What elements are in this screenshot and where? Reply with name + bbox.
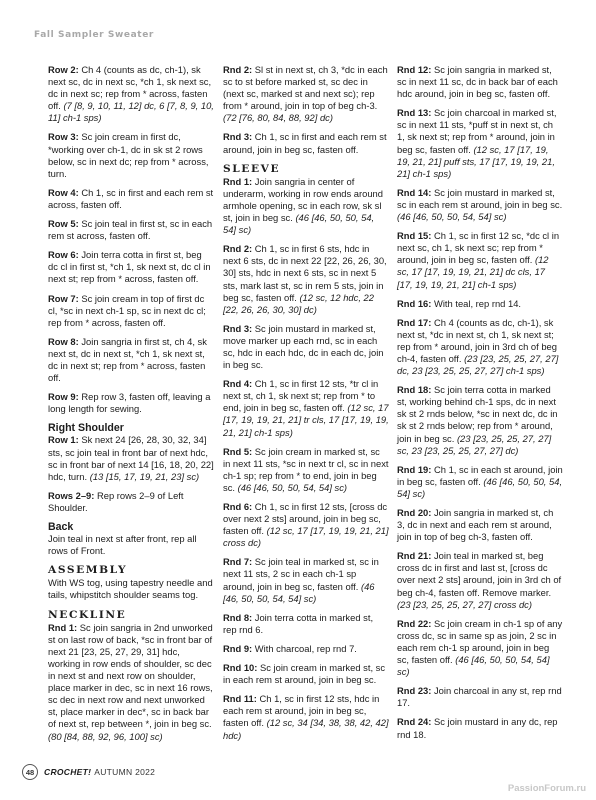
issue-label: AUTUMN 2022: [94, 767, 156, 777]
instruction-text: Join sangria in marked st, ch 3, dc in next and each rem st around, join in top of beg ch-3, fasten off.: [397, 507, 554, 543]
instruction-text: Ch 4 (counts as dc, ch-1), sk next st, *dc in next st, ch 1, sk next st; rep from * around, join in 3rd ch of beg ch-4, fasten off.: [397, 316, 557, 364]
row-label: Row 9:: [48, 391, 79, 403]
instruction-paragraph: [397, 618, 563, 678]
instruction-text: Ch 1, sc in first and each rem st across, fasten off.: [48, 186, 214, 210]
instruction-text: Ch 1, sc in first 12 sts, [cross dc over next 2 sts] around, join in beg sc, fasten off.: [223, 501, 388, 537]
instruction-paragraph: [48, 336, 214, 384]
instruction-paragraph: [48, 293, 214, 329]
row-label: Rnd 15:: [397, 230, 432, 242]
stitch-count: (12 sc, 17 [17, 19, 19, 21, 21] puff sts, 17 [17, 19, 19, 21, 21] ch-1 sps): [397, 143, 555, 179]
row-label: Rnd 11:: [223, 693, 257, 705]
instruction-paragraph: [397, 464, 563, 500]
instruction-paragraph: [223, 643, 389, 655]
instruction-paragraph: [397, 230, 563, 290]
instruction-paragraph: [397, 685, 563, 709]
instruction-paragraph: [48, 187, 214, 211]
instruction-text: Ch 1, sc in first 12 sts, *tr cl in next st, ch 1, sk next st; rep from * to end, join in beg sc, fasten off.: [223, 378, 379, 414]
instruction-paragraph: [223, 501, 389, 549]
row-label: Row 8:: [48, 335, 79, 347]
section-heading: SLEEVE: [223, 162, 281, 175]
instruction-paragraph: [397, 298, 563, 310]
row-label: Rnd 19:: [397, 463, 432, 475]
instruction-paragraph: [223, 556, 389, 604]
instruction-paragraph: [223, 378, 389, 438]
row-label: Rows 2–9:: [48, 489, 95, 501]
instruction-paragraph: [223, 693, 389, 741]
watermark: PassionForum.ru: [507, 783, 586, 794]
instruction-text: Sc join cream in marked st, sc in each rem st around, join in beg sc.: [223, 662, 386, 686]
instruction-text: Ch 4 (counts as dc, ch-1), sk next sc, dc in next sc, *ch 1, sk next sc, dc in next sc; rep from * across, fasten off.: [48, 64, 212, 112]
row-label: Rnd 21:: [397, 550, 432, 562]
instruction-text: With WS tog, using tapestry needle and tails, whipstitch shoulder seams tog.: [48, 577, 213, 601]
instruction-paragraph: [223, 446, 389, 494]
magazine-brand: CROCHET!: [44, 767, 92, 777]
instruction-text: Ch 1, sc in first 6 sts, hdc in next 6 sts, dc in next 22 [22, 26, 26, 30, 30] sts, hdc in next 6 sts, sc in next 5 sts, mark last st, sc in rem 5 sts, join in beg sc, fasten off.: [223, 243, 387, 303]
instruction-paragraph: [223, 612, 389, 636]
column-2: [223, 64, 389, 749]
instruction-paragraph: [397, 64, 563, 100]
instruction-paragraph: [223, 662, 389, 686]
column-1: [48, 64, 214, 750]
instruction-text: Ch 1, sc in each st around, join in beg sc, fasten off.: [397, 463, 563, 487]
stitch-count: (23 [23, 25, 25, 27, 27] cross dc): [397, 598, 532, 610]
row-label: Rnd 12:: [397, 64, 432, 75]
instruction-text: Sc join sangria in 2nd unworked st on last row of back, *sc in front bar of next 21 [23, 25, 27, 29, 31] hdc, working in row ends of shoulder, sc dec in next st and next row on shoulder, place marker in dec, sc in next 16 rows, sc dec in next row and next unworked st, place marker in dec*, sc in back bar of next st, rep between *, join in beg sc.: [48, 621, 213, 730]
instruction-paragraph: [48, 64, 214, 124]
instruction-paragraph: [48, 490, 214, 514]
stitch-count: (46 [46, 50, 50, 54, 54] sc): [397, 475, 563, 499]
row-label: Rnd 5:: [223, 445, 253, 457]
row-label: Rnd 1:: [48, 621, 78, 633]
row-label: Rnd 2:: [223, 64, 253, 75]
instruction-paragraph: [48, 391, 214, 415]
stitch-count: (23 [23, 25, 25, 27, 27] sc, 23 [23, 25, 25, 27, 27] dc): [397, 432, 552, 456]
row-label: Row 2:: [48, 64, 79, 75]
stitch-count: (46 [46, 50, 50, 54, 54] sc): [397, 211, 507, 223]
row-label: Rnd 3:: [223, 322, 253, 334]
instruction-paragraph: [48, 249, 214, 285]
instruction-text: Join charcoal in any st, rep rnd 17.: [397, 685, 562, 709]
running-header: Fall Sampler Sweater: [34, 30, 154, 40]
stitch-count: (12 sc, 17 [17, 19, 19, 21, 21] dc cls, 17 [17, 19, 19, 21, 21] ch-1 sps): [397, 254, 549, 290]
row-label: Rnd 4:: [223, 378, 253, 390]
stitch-count: (72 [76, 80, 84, 88, 92] dc): [223, 112, 333, 124]
stitch-count: (12 sc, 17 [17, 19, 19, 21, 21] cross dc): [223, 525, 389, 549]
page-number: 48: [22, 764, 38, 780]
instruction-text: Join sangria in first st, ch 4, sk next st, dc in next st, *ch 1, sk next st, dc in next st; rep from * across, fasten off.: [48, 335, 207, 384]
stitch-count: (46 [46, 50, 50, 54, 54] sc): [223, 580, 375, 604]
stitch-count: (13 [15, 17, 19, 21, 23] sc): [89, 470, 200, 482]
row-label: Rnd 17:: [397, 316, 432, 328]
row-label: Rnd 20:: [397, 507, 432, 518]
instruction-text: Sc join cream in first dc, *working over ch-1, dc in sk st 2 rows below, sc in next dc; rep from * across, turn.: [48, 131, 209, 179]
stitch-count: (12 sc, 17 [17, 19, 19, 21, 21] tr cls, 17 [17, 19, 19, 21, 21] ch-1 sps): [223, 402, 389, 438]
stitch-count: (7 [8, 9, 10, 11, 12] dc, 6 [7, 8, 9, 10, 11] ch-1 sps): [48, 100, 214, 124]
row-label: Rnd 14:: [397, 186, 432, 198]
instruction-text: Sc join sangria in marked st, sc in next 11 sc, dc in back bar of each hdc around, join in beg sc, fasten off.: [397, 64, 558, 100]
instruction-text: Join teal in marked st, beg cross dc in first and last st, [cross dc over next 2 sts] around, join in 3rd ch of beg ch-4, fasten off. Remove marker.: [397, 550, 562, 598]
instruction-paragraph: [397, 384, 563, 457]
instruction-paragraph: [48, 218, 214, 242]
instruction-text: Sc join cream in marked st, sc in next 11 sts, *sc in next tr cl, sc in next ch-1 sp; rep from * to end, join in beg sc.: [223, 445, 389, 493]
column-3: [397, 64, 563, 748]
instruction-paragraph: [223, 176, 389, 236]
instruction-paragraph: [48, 622, 214, 743]
stitch-count: (46 [46, 50, 50, 54, 54] sc): [237, 481, 348, 493]
instruction-text: Ch 1, sc in first 12 sts, hdc in each rem st around, join in beg sc, fasten off.: [223, 693, 380, 729]
instruction-paragraph: [397, 187, 563, 223]
stitch-count: (46 [46, 50, 50, 54, 54] sc): [223, 212, 375, 236]
instruction-paragraph: [223, 243, 389, 316]
subsection-heading: Back: [48, 521, 74, 533]
instruction-text: Sc join teal in first st, sc in each rem st across, fasten off.: [48, 218, 213, 242]
instruction-text: Ch 1, sc in first and each rem st around, join in beg sc, fasten off.: [223, 131, 387, 155]
instruction-text: Join terra cotta in marked st, rep rnd 6.: [223, 611, 374, 635]
row-label: Rnd 22:: [397, 617, 432, 629]
row-label: Rnd 1:: [223, 175, 253, 187]
instruction-text: Join terra cotta in first st, beg dc cl in first st, *ch 1, sk next st, dc cl in next st; rep from * across, fasten off.: [48, 249, 211, 285]
instruction-text: Sc join cream in ch-1 sp of any cross dc, sc in same sp as join, 2 sc in each rem ch-1 sp around, join in beg sc, fasten off.: [397, 617, 563, 666]
instruction-paragraph: [397, 507, 563, 543]
row-label: Row 4:: [48, 186, 79, 198]
instruction-text: Rep rows 2–9 of Left Shoulder.: [48, 489, 184, 513]
instruction-paragraph: [48, 533, 214, 557]
row-label: Row 7:: [48, 292, 79, 304]
row-label: Rnd 10:: [223, 662, 258, 674]
row-label: Rnd 2:: [223, 243, 253, 255]
stitch-count: (23 [23, 25, 25, 27, 27] dc, 23 [23, 25, 25, 27, 27] ch-1 sps): [397, 352, 559, 377]
stitch-count: (80 [84, 88, 92, 96, 100] sc): [48, 730, 163, 742]
stitch-count: (46 [46, 50, 50, 54, 54] sc): [397, 654, 550, 678]
row-label: Rnd 23:: [397, 685, 432, 697]
row-label: Row 1:: [48, 434, 79, 446]
stitch-count: (12 sc, 12 hdc, 22 [22, 26, 26, 30, 30] dc): [223, 291, 374, 315]
row-label: Rnd 13:: [397, 107, 432, 119]
instruction-paragraph: [223, 323, 389, 371]
instruction-text: Ch 1, sc in first 12 sc, *dc cl in next sc, ch 1, sk next sc; rep from * around, join in beg sc, fasten off.: [397, 230, 560, 266]
instruction-text: Sc join mustard in any dc, rep rnd 18.: [397, 716, 558, 740]
row-label: Row 6:: [48, 249, 79, 261]
instruction-text: Join teal in next st after front, rep all rows of Front.: [48, 533, 197, 557]
instruction-text: Sc join mustard in marked st, sc in each rem st around, join in beg sc.: [397, 186, 563, 210]
instruction-text: Sl st in next st, ch 3, *dc in each sc to st before marked st, sc dec in (next sc, marked st and next sc); rep from * around, join in top of beg ch-3.: [223, 64, 388, 112]
row-label: Row 3:: [48, 131, 79, 143]
instruction-text: Sc join cream in top of first dc cl, *sc in next ch-1 sp, sc in next dc cl; rep from * across, fasten off.: [48, 292, 206, 328]
row-label: Rnd 8:: [223, 611, 253, 623]
instruction-text: Sc join terra cotta in marked st, working behind ch-1 sps, dc in next sk st 2 rnds below, *sc in next dc, dc in sk st 2 rnds below; rep from * around, join in beg sc.: [397, 384, 558, 444]
instruction-paragraph: [223, 64, 389, 124]
instruction-paragraph: [48, 131, 214, 179]
instruction-paragraph: [48, 577, 214, 601]
instruction-paragraph: [223, 131, 389, 155]
row-label: Rnd 7:: [223, 556, 253, 568]
instruction-text: Sc join mustard in marked st, move marker up each rnd, sc in each sc, hdc in each hdc, dc in each dc, join in beg sc.: [223, 322, 384, 371]
subsection-heading: Right Shoulder: [48, 422, 124, 435]
row-label: Rnd 16:: [397, 297, 432, 309]
instruction-paragraph: [48, 434, 214, 482]
instruction-paragraph: [397, 317, 563, 377]
instruction-text: Join sangria in center of underarm, working in row ends around armhole opening, sc in each row, sk sl st, join in beg sc.: [223, 175, 383, 224]
instruction-text: Sc join teal in marked st, sc in next 11 sts, 2 sc in each ch-1 sp around, join in beg sc, fasten off.: [223, 556, 379, 592]
instruction-paragraph: [397, 550, 563, 610]
instruction-paragraph: [397, 716, 563, 740]
instruction-paragraph: [397, 107, 563, 180]
row-label: Rnd 24:: [397, 716, 432, 728]
instruction-text: Sc join charcoal in marked st, sc in next 11 sts, *puff st in next st, ch 1, sk next st; rep from * around, join in beg sc, fasten off.: [397, 107, 557, 155]
instruction-text: Rep row 3, fasten off, leaving a long length for sewing.: [48, 391, 211, 415]
row-label: Row 5:: [48, 218, 79, 230]
section-heading: ASSEMBLY: [48, 564, 128, 577]
row-label: Rnd 18:: [397, 384, 432, 396]
row-label: Rnd 9:: [223, 642, 253, 654]
stitch-count: (12 sc, 34 [34, 38, 38, 42, 42] hdc): [223, 717, 389, 741]
instruction-text: With teal, rep rnd 14.: [431, 297, 522, 309]
row-label: Rnd 3:: [223, 131, 253, 143]
instruction-text: With charcoal, rep rnd 7.: [252, 642, 357, 654]
page-footer: [22, 764, 155, 780]
section-heading: NECKLINE: [48, 608, 127, 621]
row-label: Rnd 6:: [223, 501, 253, 512]
instruction-text: Sk next 24 [26, 28, 30, 32, 34] sts, sc join teal in front bar of next hdc, sc in front bar of next 14 [16, 18, 20, 22] hdc, turn.: [48, 434, 214, 482]
